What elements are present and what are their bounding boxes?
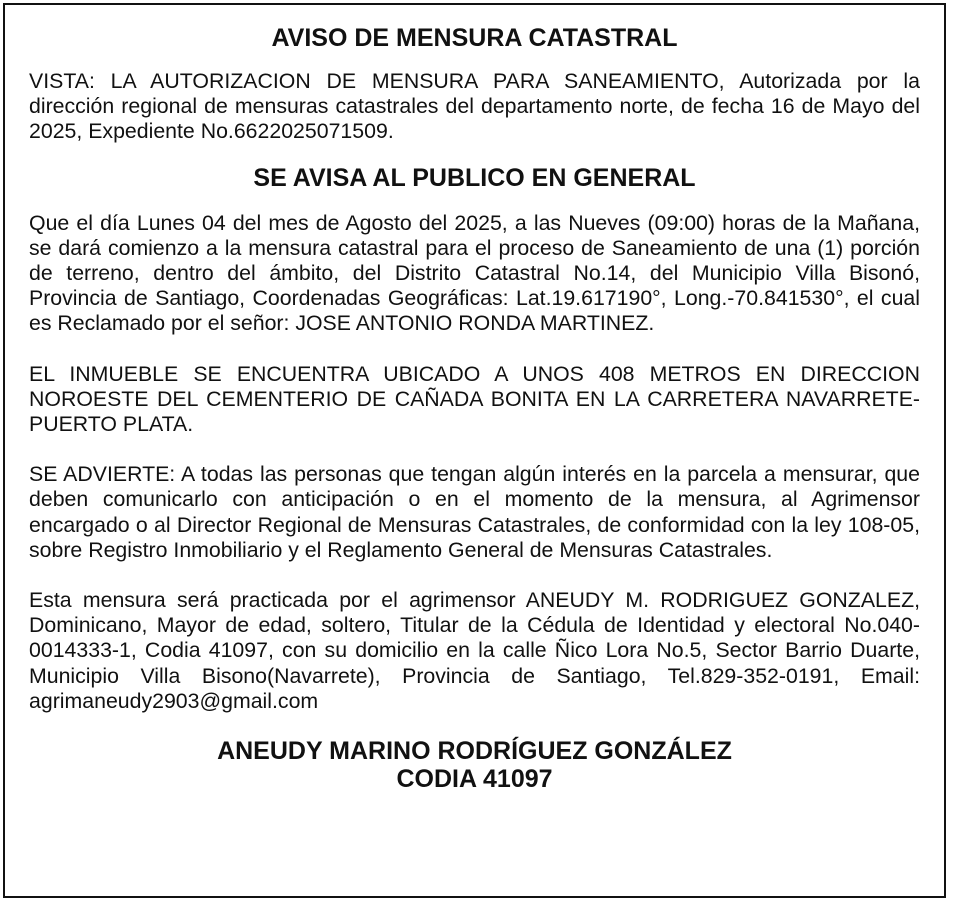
survey-schedule-paragraph: Que el día Lunes 04 del mes de Agosto del 2025, a las Nueves (09:00) horas de la Mañana, se dará comienzo a la mensura catastral para el proceso de Saneamiento de una (1) porción de terreno, dentro del ámbito, del Distrito Catastral No.14, del Municipio Villa Bisonó, Provincia de Santiago, Coordenadas Geográficas: Lat.19.617190°, Long.-70.841530°, el cual es Reclamado por el señor: JOSE ANTONIO RONDA MARTINEZ. (29, 210, 920, 336)
notice-title: AVISO DE MENSURA CATASTRAL (271, 24, 678, 52)
vista-paragraph: VISTA: LA AUTORIZACION DE MENSURA PARA SANEAMIENTO, Autorizada por la dirección regional de mensuras catastrales del departamento norte, de fecha 16 de Mayo del 2025, Expediente No.6622025071509. (29, 69, 920, 144)
notice-box (3, 3, 946, 898)
signature-name: ANEUDY MARINO RODRÍGUEZ GONZÁLEZ (217, 737, 732, 766)
signature-codia: CODIA 41097 (396, 765, 553, 794)
warning-paragraph: SE ADVIERTE: A todas las personas que tengan algún interés en la parcela a mensurar, que deben comunicarlo con anticipación o en el momento de la mensura, al Agrimensor encargado o al Director Regional de Mensuras Catastrales, de conformidad con la ley 108-05, sobre Registro Inmobiliario y el Reglamento General de Mensuras Catastrales. (29, 462, 920, 562)
surveyor-paragraph: Esta mensura será practicada por el agrimensor ANEUDY M. RODRIGUEZ GONZALEZ, Dominicano, Mayor de edad, soltero, Titular de la Cédula de Identidad y electoral No.040-0014333-1, Codia 41097, con su domicilio en la calle Ñico Lora No.5, Sector Barrio Duarte, Municipio Villa Bisono(Navarrete), Provincia de Santiago, Tel.829-352-0191, Email: agrimaneudy2903@gmail.com (29, 588, 920, 713)
property-location-paragraph: EL INMUEBLE SE ENCUENTRA UBICADO A UNOS 408 METROS EN DIRECCION NOROESTE DEL CEMENTERIO DE CAÑADA BONITA EN LA CARRETERA NAVARRETE-PUERTO PLATA. (29, 361, 920, 437)
signature-block (29, 737, 920, 793)
public-notice-heading: SE AVISA AL PUBLICO EN GENERAL (253, 163, 696, 192)
